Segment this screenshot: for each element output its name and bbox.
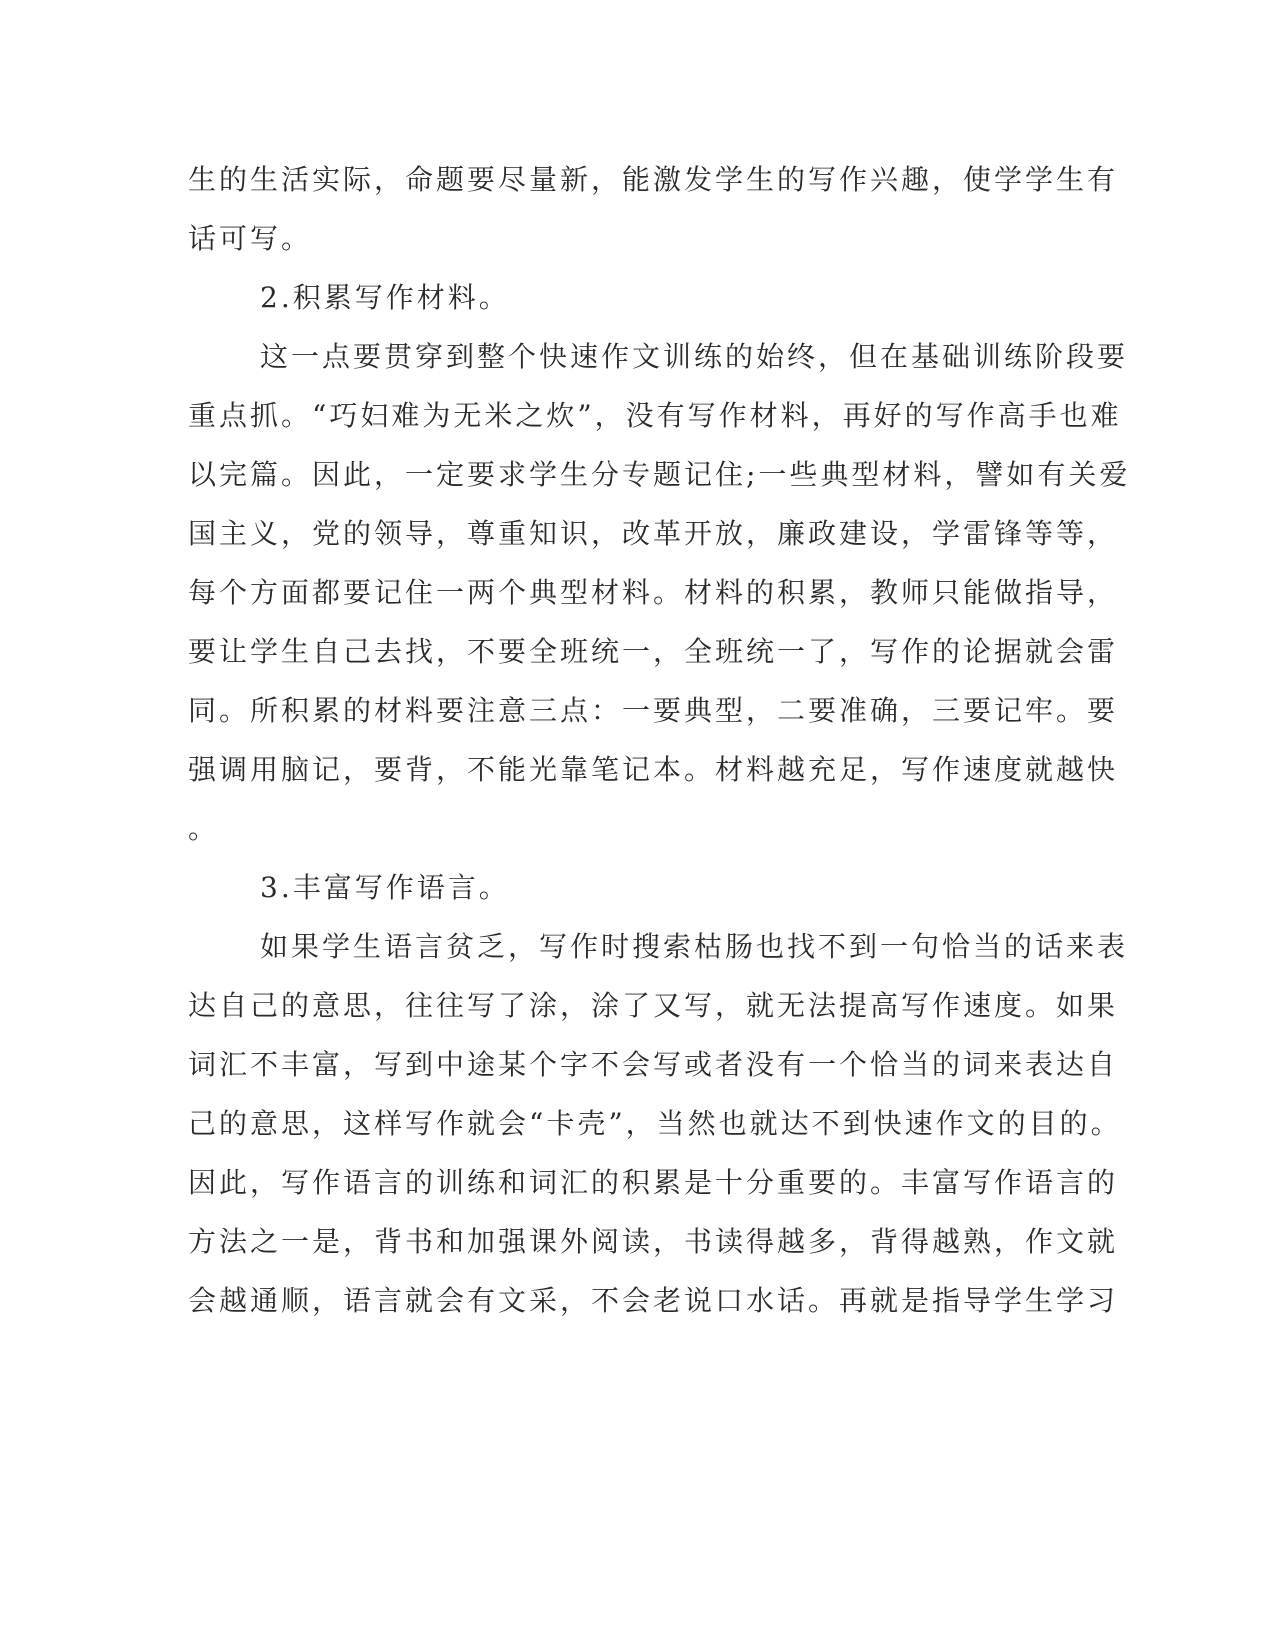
paragraph-line: 。 bbox=[188, 812, 220, 845]
section-heading: 3.丰富写作语言。 bbox=[260, 871, 510, 904]
paragraph-line: 己的意思，这样写作就会“卡壳”，当然也就达不到快速作文的目的。 bbox=[188, 1107, 1122, 1140]
paragraph-line: 同。所积累的材料要注意三点：一要典型，二要准确，三要记牢。要 bbox=[188, 694, 1119, 727]
paragraph-line: 达自己的意思，往往写了涂，涂了又写，就无法提高写作速度。如果 bbox=[188, 989, 1119, 1022]
paragraph-line: 要让学生自己去找，不要全班统一，全班统一了，写作的论据就会雷 bbox=[188, 635, 1119, 668]
paragraph-line: 每个方面都要记住一两个典型材料。材料的积累，教师只能做指导， bbox=[188, 576, 1119, 609]
paragraph-line: 词汇不丰富，写到中途某个字不会写或者没有一个恰当的词来表达自 bbox=[188, 1048, 1119, 1081]
paragraph-line: 生的生活实际，命题要尽量新，能激发学生的写作兴趣，使学学生有 bbox=[188, 163, 1119, 196]
section-heading: 2.积累写作材料。 bbox=[260, 281, 510, 314]
paragraph-line: 重点抓。“巧妇难为无米之炊”，没有写作材料，再好的写作高手也难 bbox=[188, 399, 1122, 432]
paragraph-line: 因此，写作语言的训练和词汇的积累是十分重要的。丰富写作语言的 bbox=[188, 1166, 1119, 1199]
paragraph-line: 如果学生语言贫乏，写作时搜索枯肠也找不到一句恰当的话来表 bbox=[260, 930, 1129, 963]
paragraph-line: 方法之一是，背书和加强课外阅读，书读得越多，背得越熟，作文就 bbox=[188, 1225, 1119, 1258]
paragraph-line: 话可写。 bbox=[188, 222, 313, 255]
paragraph-line: 强调用脑记，要背，不能光靠笔记本。材料越充足，写作速度就越快 bbox=[188, 753, 1119, 786]
paragraph-line: 会越通顺，语言就会有文采，不会老说口水话。再就是指导学生学习 bbox=[188, 1284, 1119, 1317]
paragraph-line: 国主义，党的领导，尊重知识，改革开放，廉政建设，学雷锋等等， bbox=[188, 517, 1119, 550]
paragraph-line: 这一点要贯穿到整个快速作文训练的始终，但在基础训练阶段要 bbox=[260, 340, 1129, 373]
paragraph-line: 以完篇。因此，一定要求学生分专题记住;一些典型材料，譬如有关爱 bbox=[188, 458, 1131, 491]
